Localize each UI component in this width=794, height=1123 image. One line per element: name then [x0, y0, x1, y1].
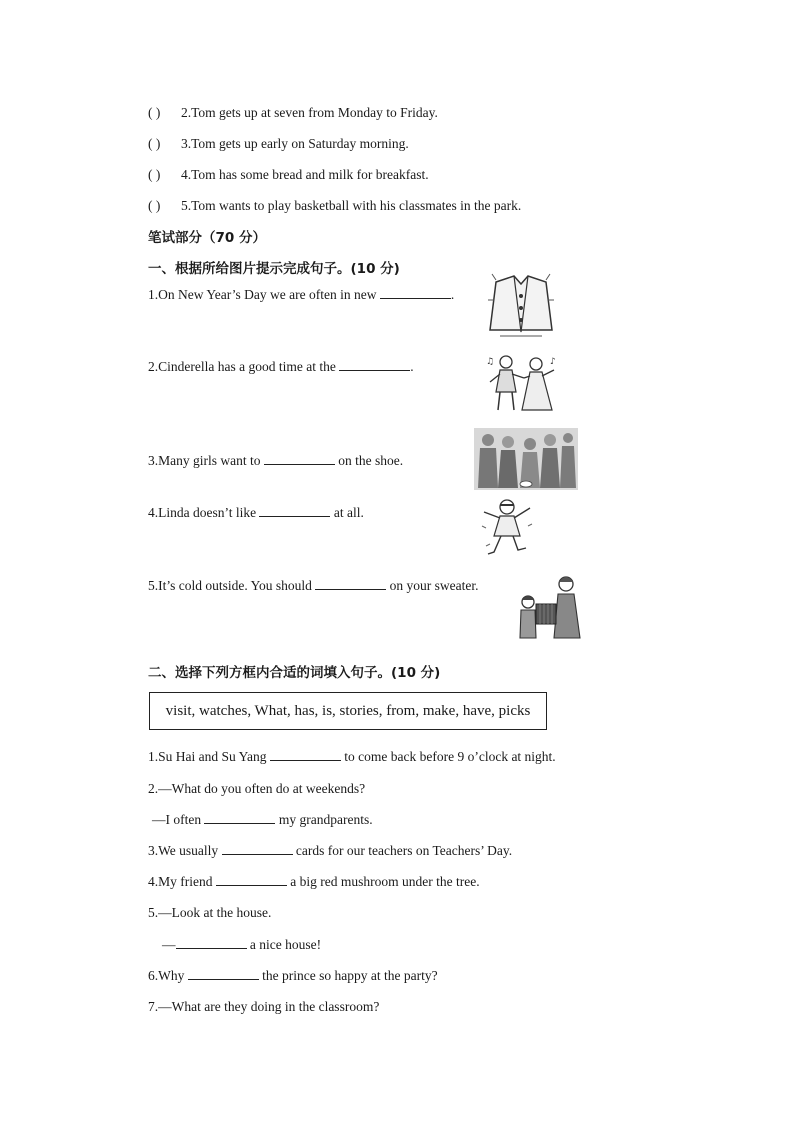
section2-item-3: 3.We usually cards for our teachers on Teachers’ Day. [148, 843, 513, 858]
answer-blank[interactable] [259, 504, 330, 517]
answer-paren[interactable]: ( ) [148, 105, 161, 120]
svg-text:♫: ♫ [486, 357, 495, 367]
answer-blank[interactable] [188, 967, 259, 980]
girls-trying-shoe-picture [474, 428, 578, 490]
section1-title: 一、根据所给图片提示完成句子。(10 分) [148, 261, 400, 277]
section1-item-2: 2.Cinderella has a good time at the . [148, 359, 414, 374]
section2-item-2-question: 2.—What do you often do at weekends? [148, 781, 366, 796]
answer-blank[interactable] [216, 873, 287, 886]
section2-item-2-answer: —I often my grandparents. [152, 812, 373, 827]
answer-blank[interactable] [176, 936, 247, 949]
section2-item-1: 1.Su Hai and Su Yang to come back before 9 o’clock at night. [148, 749, 556, 764]
answer-blank[interactable] [315, 577, 386, 590]
answer-blank[interactable] [380, 286, 451, 299]
new-clothes-picture [486, 270, 556, 342]
answer-paren[interactable]: ( ) [148, 198, 161, 213]
listening-item-5: ( ) 5.Tom wants to play basketball with his classmates in the park. [148, 198, 522, 213]
answer-paren[interactable]: ( ) [148, 167, 161, 182]
answer-blank[interactable] [270, 748, 341, 761]
answer-paren[interactable]: ( ) [148, 136, 161, 151]
svg-text:♪: ♪ [550, 357, 556, 367]
answer-blank[interactable] [222, 842, 293, 855]
answer-blank[interactable] [264, 452, 335, 465]
section1-item-1: 1.On New Year’s Day we are often in new . [148, 287, 455, 302]
listening-item-3: ( ) 3.Tom gets up early on Saturday morning. [148, 136, 409, 151]
listening-item-4: ( ) 4.Tom has some bread and milk for breakfast. [148, 167, 429, 182]
word-box: visit, watches, What, has, is, stories, from, make, have, picks [149, 692, 547, 730]
section1-item-5: 5.It’s cold outside. You should on your sweater. [148, 578, 479, 593]
mother-giving-sweater-picture [516, 572, 584, 640]
section2-item-5-question: 5.—Look at the house. [148, 905, 272, 920]
section2-title: 二、选择下列方框内合适的词填入句子。(10 分) [148, 665, 441, 681]
section2-item-4: 4.My friend a big red mushroom under the tree. [148, 874, 480, 889]
answer-blank[interactable] [204, 811, 275, 824]
section1-item-4: 4.Linda doesn’t like at all. [148, 505, 364, 520]
section2-item-7: 7.—What are they doing in the classroom? [148, 999, 380, 1014]
party-dancers-picture [484, 352, 560, 414]
listening-item-2: ( ) 2.Tom gets up at seven from Monday to Friday. [148, 105, 438, 120]
section2-item-5-answer: — a nice house! [162, 937, 322, 952]
written-part-title: 笔试部分（70 分） [148, 230, 266, 246]
section2-item-6: 6.Why the prince so happy at the party? [148, 968, 438, 983]
answer-blank[interactable] [339, 358, 410, 371]
dancing-girl-picture [478, 496, 536, 560]
section1-item-3: 3.Many girls want to on the shoe. [148, 453, 404, 468]
